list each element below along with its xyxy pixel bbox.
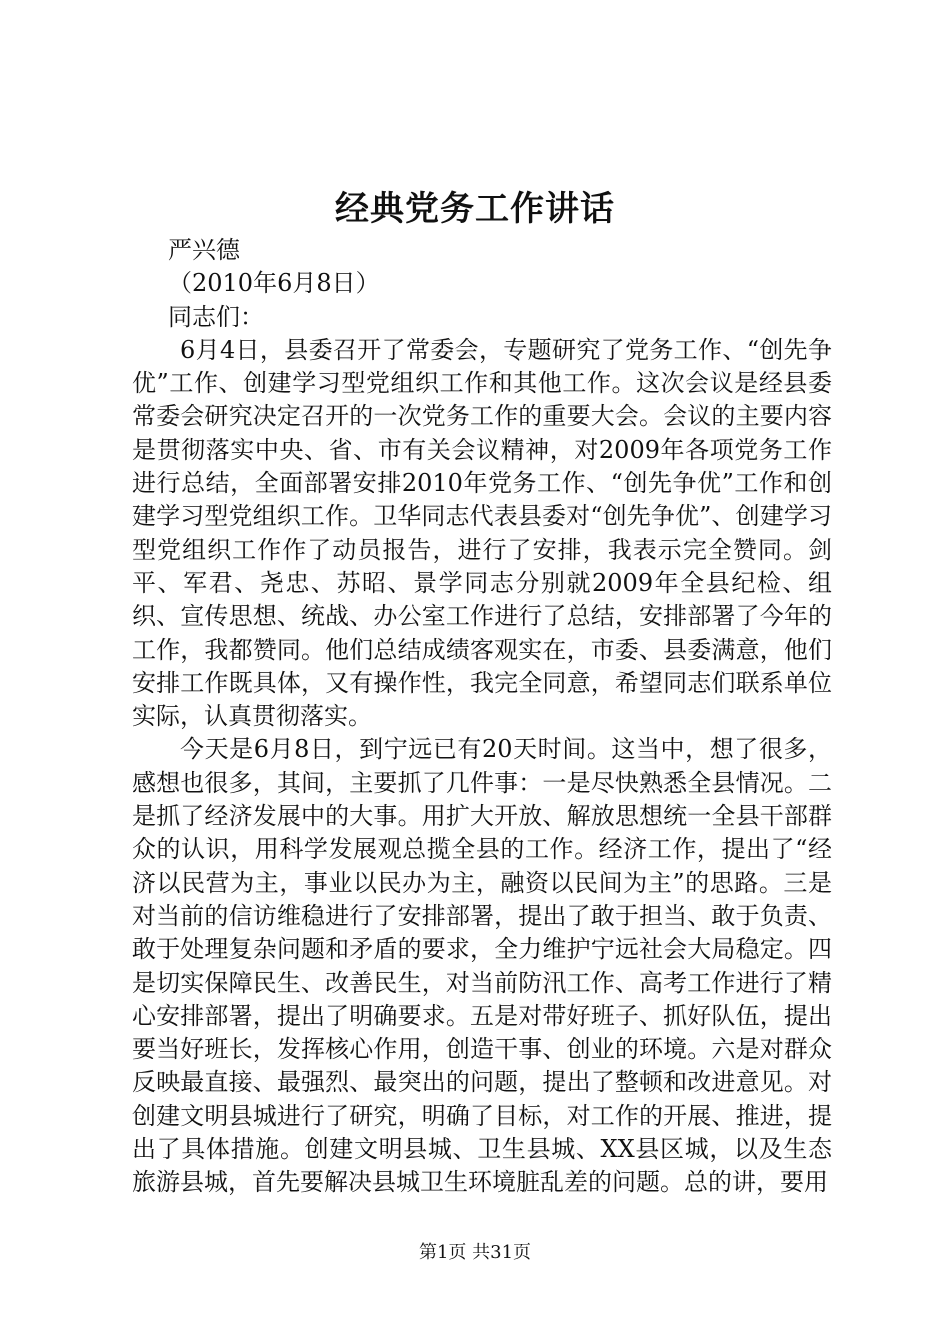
paragraph: 6月4日，县委召开了常委会，专题研究了党务工作、“创先争优”工作、创建学习型党组织工作和其他工作。这次会议是经县委常委会研究决定召开的一次党务工作的重要大会。会议的主要内容是贯彻落实中央、省、市有关会议精神，对2009年各项党务工作进行总结，全面部署安排2010年党务工作、“创先争优”工作和创建学习型党组织工作。卫华同志代表县委对“创先争优”、创建学习型党组织工作作了动员报告，进行了安排，我表示完全赞同。剑平、军君、尧忠、苏昭、景学同志分别就2009年全县纪检、组织、宣传思想、统战、办公室工作进行了总结，安排部署了今年的工作，我都赞同。他们总结成绩客观实在，市委、县委满意，他们安排工作既具体，又有操作性，我完全同意，希望同志们联系单位实际，认真贯彻落实。 (132, 335, 832, 731)
paragraph: 今天是6月8日，到宁远已有20天时间。这当中，想了很多，感想也很多，其间，主要抓了几件事：一是尽快熟悉全县情况。二是抓了经济发展中的大事。用扩大开放、解放思想统一全县干部群众的认识，用科学发展观总揽全县的工作。经济工作，提出了“经济以民营为主，事业以民办为主，融资以民间为主”的思路。三是对当前的信访维稳进行了安排部署，提出了敢于担当、敢于负责、敢于处理复杂问题和矛盾的要求，全力维护宁远社会大局稳定。四是切实保障民生、改善民生，对当前防汛工作、高考工作进行了精心安排部署，提出了明确要求。五是对带好班子、抓好队伍，提出要当好班长，发挥核心作用，创造干事、创业的环境。六是对群众反映最直接、最强烈、最突出的问题，提出了整顿和改进意见。对创建文明县城进行了研究，明确了目标，对工作的开展、推进，提出了具体措施。创建文明县城、卫生县城、XX县区城，以及生态旅游县城，首先要解决县城卫生环境脏乱差的问题。总的讲，要用 (132, 735, 832, 1197)
document-body (132, 234, 832, 1200)
page-footer: 第1页 共31页 (418, 1242, 532, 1263)
date-line: （2010年6月8日） (168, 269, 380, 298)
author-line: 严兴德 (168, 236, 240, 264)
document-title: 经典党务工作讲话 (335, 189, 615, 229)
salutation-line: 同志们： (168, 302, 264, 331)
